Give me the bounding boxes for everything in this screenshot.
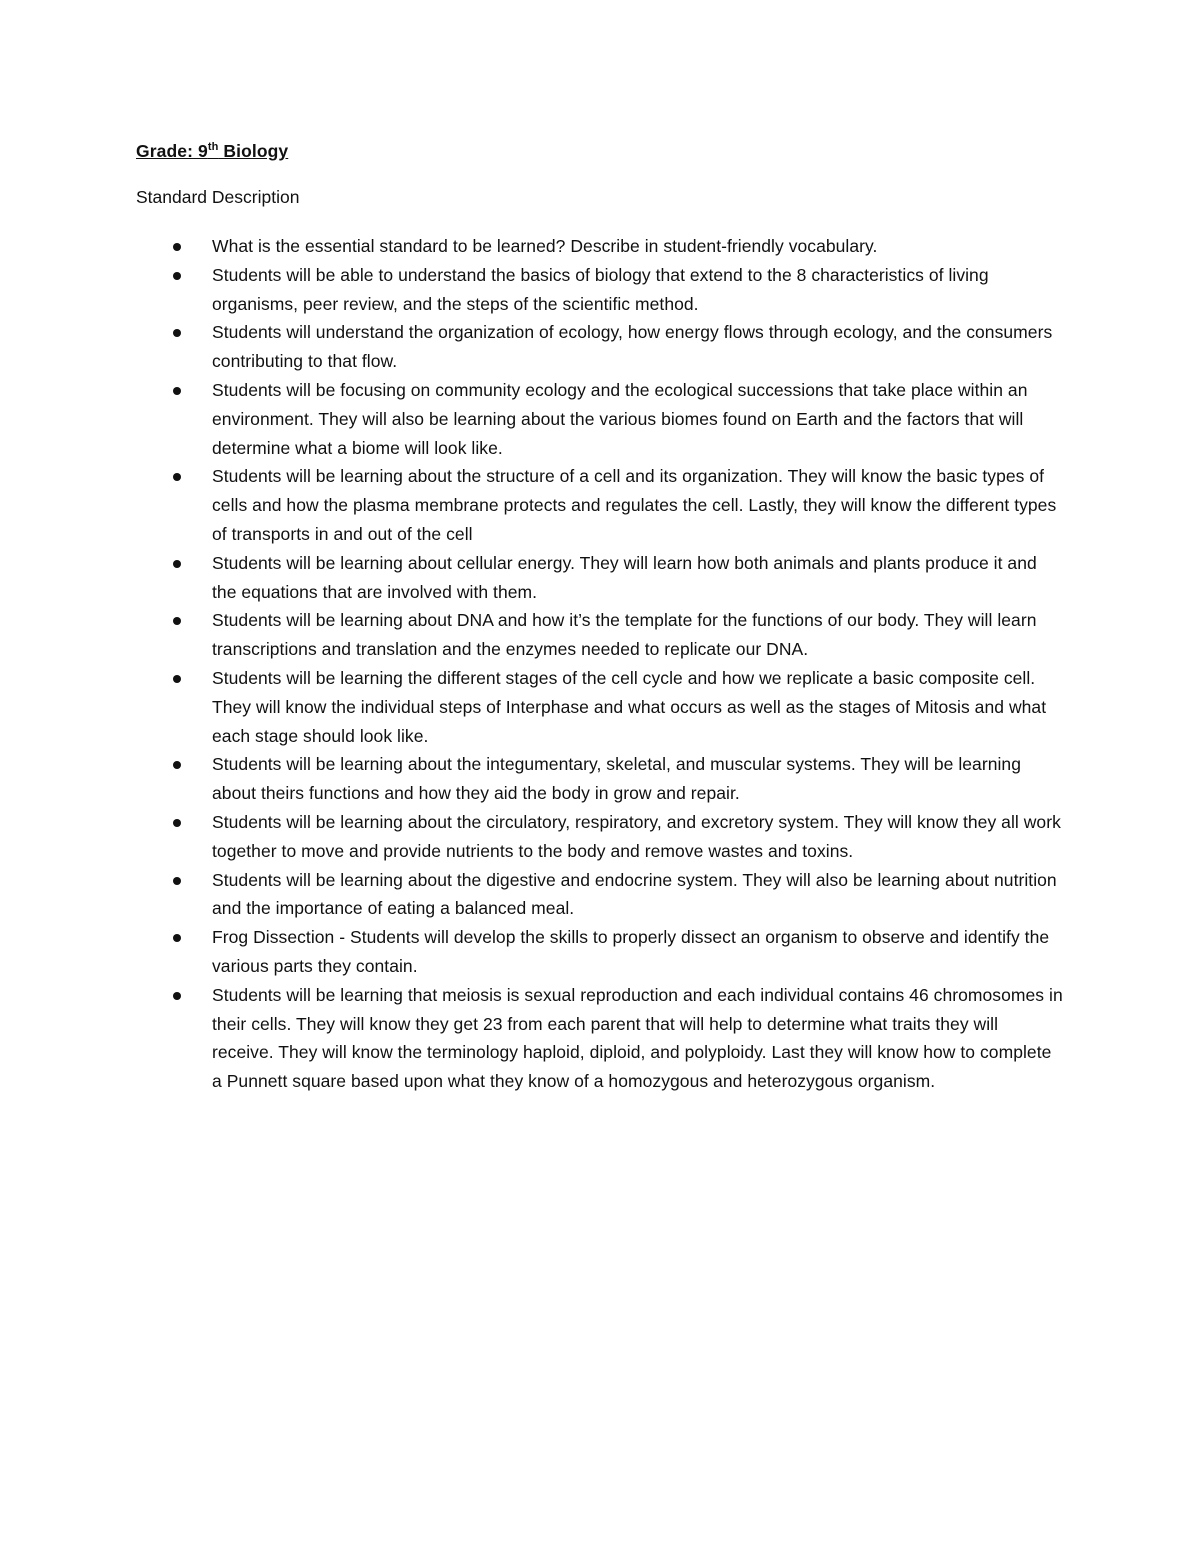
- bullet-icon: [173, 473, 181, 481]
- list-item-text: Frog Dissection - Students will develop the skills to properly dissect an organism to observe and identify the various parts they contain.: [212, 927, 1050, 976]
- standard-description-label: Standard Description: [136, 187, 300, 207]
- list-item-text: Students will be learning about cellular energy. They will learn how both animals and plants produce it and the equations that are involved with them.: [212, 552, 1037, 602]
- list-item-text: Students will be learning about the digestive and endocrine system. They will also be learning about nutrition and the importance of eating a balanced meal.: [212, 869, 1057, 919]
- list-item: [0, 981, 1064, 1096]
- list-item: [0, 261, 1064, 319]
- grade-heading-subject: Biology: [218, 141, 289, 161]
- list-item: [0, 549, 1064, 607]
- bullet-icon: [173, 992, 181, 1000]
- list-item: [0, 750, 1064, 808]
- list-item-text: Students will be learning about the integumentary, skeletal, and muscular systems. They will be learning about theirs functions and how they aid the body in grow and repair.: [212, 754, 1022, 804]
- list-item-text: Students will be learning the different stages of the cell cycle and how we replicate a basic composite cell. They will know the individual steps of Interphase and what occurs as well as the stages of Mitosis and what each stage should look like.: [212, 667, 1047, 746]
- list-item-text: Students will be learning about the structure of a cell and its organization. They will know the basic types of cells and how the plasma membrane protects and regulates the cell. Lastly, they will know the different types of transports in and out of the cell: [212, 466, 1057, 544]
- list-item-text: Students will be learning about the circulatory, respiratory, and excretory system. They will know they all work together to move and provide nutrients to the body and remove wastes and toxins.: [212, 811, 1061, 861]
- list-item: [0, 923, 1064, 981]
- list-item: [0, 606, 1064, 664]
- list-item: [0, 866, 1064, 924]
- list-item: [0, 664, 1064, 750]
- bullet-icon: [173, 761, 181, 769]
- list-item-text: Students will be focusing on community ecology and the ecological successions that take place within an environment. They will also be learning about the various biomes found on Earth and the factors that will determine what a biome will look like.: [212, 379, 1028, 458]
- bullet-icon: [173, 272, 181, 280]
- list-item: [0, 232, 1064, 261]
- list-item: [0, 462, 1064, 548]
- bullet-icon: [173, 675, 181, 683]
- list-item: [0, 808, 1064, 866]
- grade-heading-prefix: Grade: 9: [136, 141, 208, 161]
- bullet-icon: [173, 819, 181, 827]
- list-item-text: Students will be able to understand the basics of biology that extend to the 8 characteristics of living organisms, peer review, and the steps of the scientific method.: [212, 264, 989, 314]
- grade-heading: [136, 141, 288, 162]
- bullet-icon: [173, 560, 181, 568]
- list-item-text: Students will be learning about DNA and how it’s the template for the functions of our body. They will learn transcriptions and translation and the enzymes needed to replicate our DNA.: [212, 610, 1037, 660]
- bullet-icon: [173, 617, 181, 625]
- list-item-text: What is the essential standard to be learned? Describe in student-friendly vocabulary.: [212, 236, 878, 256]
- list-item-text: Students will understand the organization of ecology, how energy flows through ecology, and the consumers contributing to that flow.: [212, 322, 1053, 372]
- grade-heading-superscript: th: [207, 141, 219, 154]
- bullet-icon: [173, 877, 181, 885]
- list-item: [0, 318, 1064, 376]
- bullet-icon: [173, 243, 181, 251]
- bullet-icon: [173, 387, 181, 395]
- list-item-text: Students will be learning that meiosis is sexual reproduction and each individual contains 46 chromosomes in their cells. They will know they get 23 from each parent that will help to determine what traits they will receive. They will know the terminology haploid, diploid, and polyploidy. Last they will know how to complete a Punnett square based upon what they know of a homozygous and heterozygous organism.: [212, 984, 1063, 1092]
- list-item: [0, 376, 1064, 462]
- standards-list: [0, 232, 1200, 1096]
- bullet-icon: [173, 934, 181, 942]
- bullet-icon: [173, 329, 181, 337]
